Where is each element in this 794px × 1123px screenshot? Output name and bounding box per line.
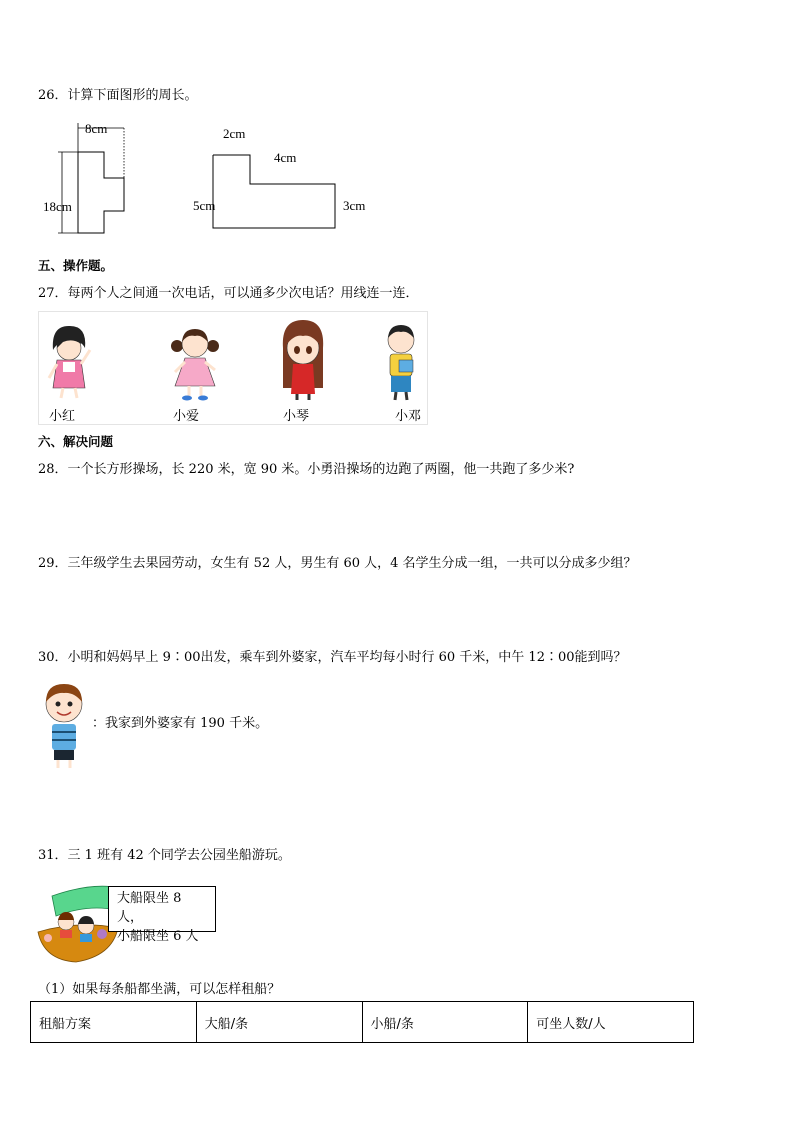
figure-cross-shape xyxy=(38,115,138,240)
question-30: 30．小明和妈妈早上 9∶00出发，乘车到外婆家，汽车平均每小时行 60 千米，中午 12∶00能到吗？ xyxy=(38,650,627,665)
girl-xiaoai-illustration xyxy=(167,322,223,402)
kid-name-xiaoqin: 小琴 xyxy=(283,409,310,424)
boy-speech-text: ：我家到外婆家有 190 千米。 xyxy=(92,716,269,731)
fig1-left-label: 18cm xyxy=(43,199,72,214)
table-header-cell: 可坐人数/人 xyxy=(528,1002,694,1043)
fig2-right-label: 3cm xyxy=(343,198,366,213)
question-31-sub-1: （1）如果每条船都坐满，可以怎样租船？ xyxy=(38,982,281,997)
section-5-heading: 五、操作题。 xyxy=(38,258,114,273)
question-31: 31．三 1 班有 42 个同学去公园坐船游玩。 xyxy=(38,848,291,863)
rental-plan-table xyxy=(30,1001,694,1043)
girl-xiaohong-illustration xyxy=(43,320,93,400)
boy-xiaodeng-illustration xyxy=(379,320,423,404)
figure-l-shape xyxy=(185,115,385,240)
table-header-cell: 小船/条 xyxy=(362,1002,528,1043)
table-header-cell: 大船/条 xyxy=(196,1002,362,1043)
question-27: 27．每两个人之间通一次电话，可以通多少次电话？用线连一连． xyxy=(38,286,419,301)
question-26: 26．计算下面图形的周长。 xyxy=(38,88,198,103)
kids-picture-box xyxy=(38,311,428,425)
kid-name-xiaoai: 小爱 xyxy=(173,409,200,424)
girl-xiaoqin-illustration xyxy=(275,318,331,402)
question-29: 29．三年级学生去果园劳动，女生有 52 人，男生有 60 人，4 名学生分成一组，一共可以分成多少组？ xyxy=(38,556,637,571)
fig2-mid-label: 4cm xyxy=(274,150,297,165)
bubble-line-2: 小船限坐 6 人 xyxy=(117,929,199,944)
table-header-row xyxy=(31,1002,694,1043)
fig2-top-label: 2cm xyxy=(223,126,246,141)
fig2-left-label: 5cm xyxy=(193,198,216,213)
boy-xiaoming-illustration xyxy=(40,680,88,770)
kid-name-xiaohong: 小红 xyxy=(49,409,76,424)
boat-capacity-bubble xyxy=(108,886,216,944)
question-28: 28．一个长方形操场，长 220 米，宽 90 米。小勇沿操场的边跑了两圈，他一共跑了多少米? xyxy=(38,462,575,477)
bubble-line-1: 大船限坐 8 人， xyxy=(117,891,182,925)
fig1-top-label: 8cm xyxy=(85,121,108,136)
kid-name-xiaodeng: 小邓 xyxy=(395,409,422,424)
section-6-heading: 六、解决问题 xyxy=(38,434,114,449)
table-header-cell: 租船方案 xyxy=(31,1002,197,1043)
